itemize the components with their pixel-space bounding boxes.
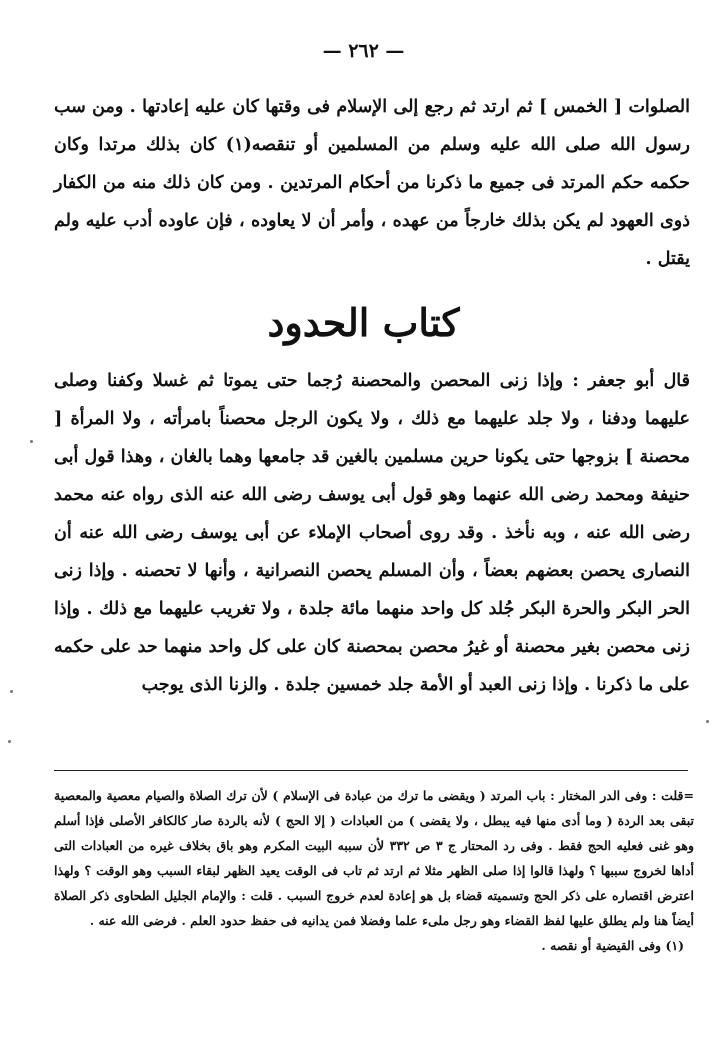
page-number: — ٢٦٢ — <box>322 40 405 62</box>
top-paragraph: الصلوات [ الخمس ] ثم ارتد ثم رجع إلى الإسلام فى وقتها كان عليه إعادتها . ومن سب رسول الله صلى الله عليه وسلم من المسلمين أو تنقصه(١) كان بذلك مرتدا وكان حكمه حكم المرتد فى جميع ما ذكرنا من أحكام المرتدين . ومن كان ذلك منه من الكفار ذوى العهود لم يكن بذلك خارجاً من عهده ، وأمر أن لا يعاوده ، فإن عاوده أدب عليه ولم يقتل . <box>54 97 691 269</box>
footnote-reference: (١) وفى القيضية أو نقصه . <box>541 938 684 953</box>
footnote-main: =قلت : وفى الدر المختار : باب المرتد ( ويقضى ما ترك من عبادة فى الإسلام ) لأن ترك الصلاة والصيام معصية والمعصية تبقى بعد الردة ( وما أدى منها فيه يبطل ، ولا يقضى ) من العبادات ( إلا الحج ) لأنه بالردة صار كالكافر الأصلى فإذا أسلم وهو غنى فعليه الحج فقط . وفى رد المحتار ج ٣ ص ٣٣٢ لأن سببه البيت المكرم وهو باق بخلاف غيره من العبادات التى أداها لخروج سببها ؟ ولهذا قالوا إذا صلى الظهر مثلا ثم ارتد ثم تاب فى الوقت يعيد الظهر لبقاء السبب وهو الوقت ؟ ولهذا اعترض اقتصاره على ذكر الحج وتسميته قضاء بل هو إعادة لعدم خروج السبب . قلت : والإمام الجليل الطحاوى ذكر الصلاة أيضاً هنا ولم يطلق عليها لفظ القضاء وهو رجل ملىء علما وفضلا فمن يدانيه فى حفظ حدود العلم . فرضى الله عنه . <box>54 788 694 928</box>
main-paragraph-block <box>54 362 690 704</box>
footnotes-block <box>54 783 694 958</box>
top-paragraph-block <box>54 88 690 278</box>
scan-speck <box>30 440 33 443</box>
footnote-divider <box>54 770 688 771</box>
scan-speck <box>8 740 11 743</box>
scan-speck <box>10 690 13 693</box>
scan-speck <box>706 720 709 723</box>
chapter-title: كتاب الحدود <box>267 300 460 345</box>
main-paragraph: قال أبو جعفر : وإذا زنى المحصن والمحصنة رُجما حتى يموتا ثم غسلا وكفنا وصلى عليهما ودفنا ، ولا جلد عليهما مع ذلك ، ولا يكون الرجل محصناً بامرأته ، ولا المرأة [ محصنة ] بزوجها حتى يكونا حرين مسلمين بالغين قد جامعها وهما بالغان ، وهذا قول أبى حنيفة ومحمد رضى الله عنهما وهو قول أبى يوسف رضى الله عنه الذى رواه عنه محمد رضى الله عنه ، وبه نأخذ . وقد روى أصحاب الإملاء عن أبى يوسف رضى الله عنه أن النصارى يحصن بعضهم بعضاً ، وأن المسلم يحصن النصرانية ، وأنها لا تحصنه . وإذا زنى الحر البكر والحرة البكر جُلد كل واحد منهما مائة جلدة ، ولا تغريب عليهما مع ذلك . وإذا زنى محصن بغير محصنة أو غيرُ محصن بمحصنة كان على كل واحد منهما حد على حكمه على ما ذكرنا . وإذا زنى العبد أو الأمة جلد خمسين جلدة . والزنا الذى يوجب <box>54 371 691 695</box>
